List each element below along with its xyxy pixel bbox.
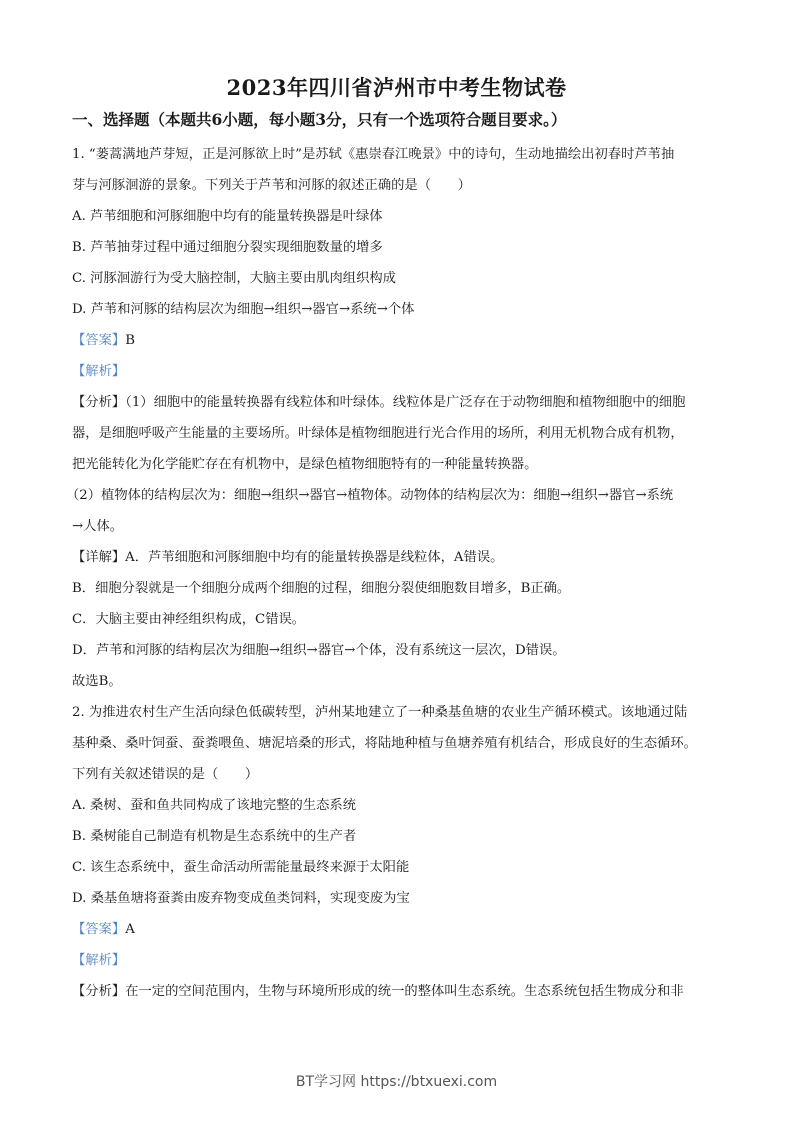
footer-watermark: BT学习网 https://btxuexi.com xyxy=(295,1074,498,1090)
question-1-analysis-line-5: →人体。 xyxy=(72,519,124,534)
question-1-analysis-line-1: 【分析】（1）细胞中的能量转换器有线粒体和叶绿体。线粒体是广泛存在于动物细胞和植物细胞中的细胞 xyxy=(72,395,686,410)
question-1-conclusion: 故选B。 xyxy=(72,674,122,689)
question-1-analysis-line-4: （2）植物体的结构层次为：细胞→组织→器官→植物体。动物体的结构层次为：细胞→组织→器官→系统 xyxy=(66,488,674,503)
question-1-analysis-line-2: 器，是细胞呼吸产生能量的主要场所。叶绿体是植物细胞进行光合作用的场所，利用无机物合成有机物， xyxy=(72,426,684,441)
question-1-answer xyxy=(72,331,135,351)
page-title: 2023年四川省泸州市中考生物试卷 xyxy=(226,75,567,100)
question-2-stem-line-1: 2. 为推进农村生产生活向绿色低碳转型，泸州某地建立了一种桑基鱼塘的农业生产循环模式。该地通过陆 xyxy=(72,705,688,720)
question-2-stem-line-2: 基种桑、桑叶饲蚕、蚕粪喂鱼、塘泥培桑的形式，将陆地种植与鱼塘养殖有机结合，形成良好的生态循环。 xyxy=(72,736,697,751)
question-2-answer xyxy=(72,920,135,940)
answer-value: A xyxy=(125,922,135,937)
question-2-option-d: D. 桑基鱼塘将蚕粪由废弃物变成鱼类饲料，实现变废为宝 xyxy=(72,891,410,906)
question-1-stem-line-2: 芽与河豚洄游的景象。下列关于芦苇和河豚的叙述正确的是（ ） xyxy=(72,178,471,193)
question-1-option-a: A. 芦苇细胞和河豚细胞中均有的能量转换器是叶绿体 xyxy=(72,209,383,224)
answer-label: 【答案】 xyxy=(72,922,126,937)
question-2-analysis-label: 【解析】 xyxy=(72,953,126,968)
question-1-detail-c: C．大脑主要由神经组织构成，C错误。 xyxy=(72,612,306,627)
question-1-option-d: D. 芦苇和河豚的结构层次为细胞→组织→器官→系统→个体 xyxy=(72,302,415,317)
question-1-detail-a: 【详解】A．芦苇细胞和河豚细胞中均有的能量转换器是线粒体，A错误。 xyxy=(72,550,504,565)
question-2-option-a: A. 桑树、蚕和鱼共同构成了该地完整的生态系统 xyxy=(72,798,356,813)
question-1-analysis-label: 【解析】 xyxy=(72,364,126,379)
section-heading: 一、选择题（本题共6小题，每小题3分，只有一个选项符合题目要求。） xyxy=(72,110,567,129)
answer-label: 【答案】 xyxy=(72,333,126,348)
question-2-option-c: C. 该生态系统中，蚕生命活动所需能量最终来源于太阳能 xyxy=(72,860,410,875)
question-1-analysis-line-3: 把光能转化为化学能贮存在有机物中，是绿色植物细胞特有的一种能量转换器。 xyxy=(72,457,538,472)
question-1-option-b: B. 芦苇抽芽过程中通过细胞分裂实现细胞数量的增多 xyxy=(72,240,383,255)
question-1-detail-d: D．芦苇和河豚的结构层次为细胞→组织→器官→个体，没有系统这一层次，D错误。 xyxy=(72,643,566,658)
question-2-option-b: B. 桑树能自己制造有机物是生态系统中的生产者 xyxy=(72,829,357,844)
question-2-stem-line-3: 下列有关叙述错误的是（ ） xyxy=(72,767,259,782)
question-2-analysis-line-1: 【分析】在一定的空间范围内，生物与环境所形成的统一的整体叫生态系统。生态系统包括生物成分和非 xyxy=(72,984,684,999)
question-1-detail-b: B．细胞分裂就是一个细胞分成两个细胞的过程，细胞分裂使细胞数目增多，B正确。 xyxy=(72,581,571,596)
answer-value: B xyxy=(125,333,135,348)
question-1-option-c: C. 河豚洄游行为受大脑控制，大脑主要由肌肉组织构成 xyxy=(72,271,396,286)
question-1-stem-line-1: 1. “蒌蒿满地芦芽短，正是河豚欲上时”是苏轼《惠崇春江晚景》中的诗句，生动地描绘出初春时芦苇抽 xyxy=(72,147,675,162)
